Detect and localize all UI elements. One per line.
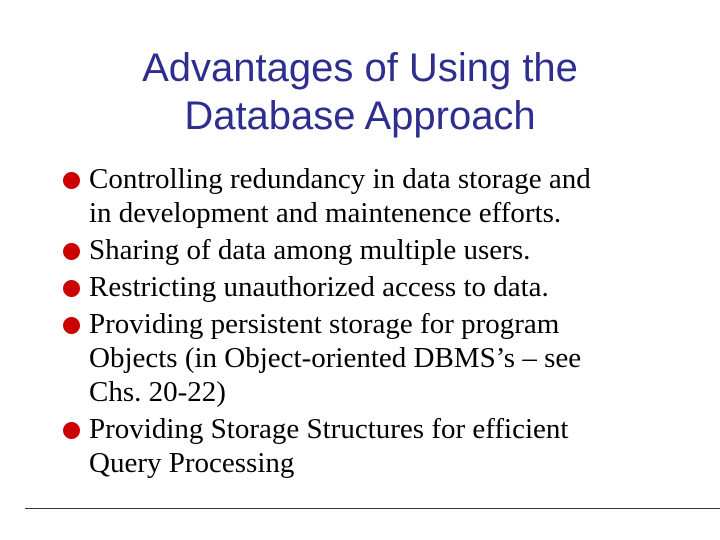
bullet-text-line: Query Processing bbox=[89, 447, 295, 479]
bullet-item bbox=[62, 233, 692, 267]
bullet-text-line: in development and maintenence efforts. bbox=[89, 197, 562, 229]
title-line: Database Approach bbox=[184, 94, 536, 138]
bullet-text-line: Providing persistent storage for program bbox=[89, 308, 560, 340]
bullet-dot-icon bbox=[63, 422, 80, 439]
bullet-text-line: Sharing of data among multiple users. bbox=[89, 234, 531, 266]
slide-title bbox=[60, 44, 660, 140]
bullet-text-line: Chs. 20-22) bbox=[89, 376, 226, 408]
bullet-text-line: Restricting unauthorized access to data. bbox=[89, 271, 549, 303]
footer-divider bbox=[25, 508, 720, 509]
bullet-list bbox=[62, 162, 692, 483]
bullet-dot-icon bbox=[63, 280, 80, 297]
bullet-dot-icon bbox=[63, 243, 80, 260]
bullet-dot-icon bbox=[63, 172, 80, 189]
bullet-item bbox=[62, 270, 692, 304]
bullet-text-line: Controlling redundancy in data storage and bbox=[89, 163, 591, 195]
bullet-text-line: Providing Storage Structures for efficient bbox=[89, 413, 569, 445]
bullet-item bbox=[62, 412, 692, 480]
bullet-item bbox=[62, 162, 692, 230]
bullet-item bbox=[62, 307, 692, 409]
bullet-dot-icon bbox=[63, 317, 80, 334]
title-line: Advantages of Using the bbox=[142, 46, 578, 90]
bullet-text-line: Objects (in Object-oriented DBMS’s – see bbox=[89, 342, 582, 374]
